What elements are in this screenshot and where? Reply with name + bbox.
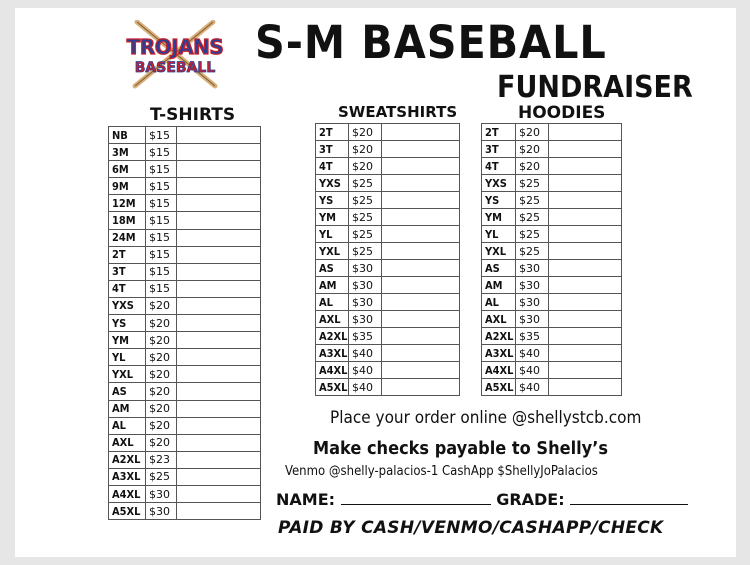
tshirts-price-table (108, 126, 261, 520)
size-cell: YM (482, 209, 516, 226)
tshirts-heading: T-SHIRTS (150, 105, 236, 125)
size-cell: AL (482, 294, 516, 311)
price-cell: $15 (146, 263, 177, 280)
table-row (109, 468, 261, 485)
price-cell: $20 (146, 417, 177, 434)
quantity-cell[interactable] (177, 297, 261, 314)
price-cell: $30 (349, 294, 382, 311)
table-row (482, 158, 622, 175)
quantity-cell[interactable] (177, 212, 261, 229)
price-cell: $20 (146, 383, 177, 400)
quantity-cell[interactable] (382, 226, 460, 243)
price-cell: $30 (146, 485, 177, 502)
quantity-cell[interactable] (382, 175, 460, 192)
quantity-cell[interactable] (177, 417, 261, 434)
checks-payable-note: Make checks payable to Shelly’s (313, 438, 609, 459)
table-row (109, 161, 261, 178)
price-cell: $20 (146, 349, 177, 366)
size-cell: 3T (109, 263, 146, 280)
price-cell: $30 (349, 260, 382, 277)
size-cell: 3T (482, 141, 516, 158)
table-row (316, 192, 460, 209)
size-cell: 4T (109, 280, 146, 297)
paid-by-line: PAID BY CASH/VENMO/CASHAPP/CHECK (278, 518, 664, 538)
table-row (316, 294, 460, 311)
price-cell: $25 (349, 226, 382, 243)
size-cell: 2T (482, 124, 516, 141)
table-row (109, 417, 261, 434)
price-cell: $15 (146, 144, 177, 161)
table-row (109, 503, 261, 520)
size-cell: YM (316, 209, 349, 226)
price-cell: $20 (146, 332, 177, 349)
size-cell: AL (316, 294, 349, 311)
name-label: NAME: (276, 490, 336, 509)
table-row (109, 246, 261, 263)
table-row (316, 175, 460, 192)
price-cell: $20 (349, 124, 382, 141)
table-row (109, 400, 261, 417)
table-row (109, 485, 261, 502)
price-cell: $15 (146, 212, 177, 229)
size-cell: A4XL (482, 362, 516, 379)
size-cell: YXL (316, 243, 349, 260)
quantity-cell[interactable] (382, 328, 460, 345)
quantity-cell[interactable] (177, 349, 261, 366)
price-cell: $20 (146, 366, 177, 383)
price-cell: $23 (146, 451, 177, 468)
quantity-cell[interactable] (549, 209, 622, 226)
quantity-cell[interactable] (382, 379, 460, 396)
quantity-cell[interactable] (382, 345, 460, 362)
table-row (482, 260, 622, 277)
quantity-cell[interactable] (549, 260, 622, 277)
price-cell: $20 (146, 400, 177, 417)
table-row (482, 124, 622, 141)
quantity-cell[interactable] (549, 158, 622, 175)
table-row (482, 141, 622, 158)
quantity-cell[interactable] (549, 294, 622, 311)
price-cell: $25 (516, 209, 549, 226)
price-cell: $30 (516, 277, 549, 294)
quantity-cell[interactable] (177, 383, 261, 400)
size-cell: A3XL (109, 468, 146, 485)
quantity-cell[interactable] (177, 161, 261, 178)
quantity-cell[interactable] (382, 192, 460, 209)
table-row (109, 434, 261, 451)
quantity-cell[interactable] (177, 127, 261, 144)
table-row (316, 260, 460, 277)
quantity-cell[interactable] (177, 366, 261, 383)
quantity-cell[interactable] (177, 280, 261, 297)
table-row (482, 226, 622, 243)
price-cell: $30 (516, 294, 549, 311)
logo-graphic (125, 20, 225, 90)
price-cell: $30 (146, 503, 177, 520)
table-row (316, 158, 460, 175)
size-cell: AS (109, 383, 146, 400)
price-cell: $15 (146, 229, 177, 246)
price-cell: $35 (516, 328, 549, 345)
table-row (482, 294, 622, 311)
table-row (316, 328, 460, 345)
size-cell: AXL (316, 311, 349, 328)
quantity-cell[interactable] (549, 243, 622, 260)
price-cell: $40 (516, 379, 549, 396)
quantity-cell[interactable] (549, 379, 622, 396)
table-row (316, 243, 460, 260)
size-cell: YS (109, 315, 146, 332)
size-cell: YXL (109, 366, 146, 383)
table-row (109, 263, 261, 280)
quantity-cell[interactable] (177, 144, 261, 161)
quantity-cell[interactable] (177, 178, 261, 195)
quantity-cell[interactable] (382, 260, 460, 277)
quantity-cell[interactable] (382, 209, 460, 226)
quantity-cell[interactable] (549, 277, 622, 294)
size-cell: YL (109, 349, 146, 366)
quantity-cell[interactable] (177, 485, 261, 502)
quantity-cell[interactable] (177, 503, 261, 520)
size-cell: 12M (109, 195, 146, 212)
quantity-cell[interactable] (177, 246, 261, 263)
price-cell: $15 (146, 246, 177, 263)
size-cell: A3XL (482, 345, 516, 362)
price-cell: $40 (349, 362, 382, 379)
size-cell: YXS (109, 297, 146, 314)
sweatshirts-heading: SWEATSHIRTS (338, 103, 458, 121)
name-field-line[interactable] (341, 490, 491, 505)
price-cell: $25 (516, 226, 549, 243)
table-row (482, 277, 622, 294)
quantity-cell[interactable] (549, 311, 622, 328)
price-cell: $30 (516, 260, 549, 277)
quantity-cell[interactable] (177, 400, 261, 417)
table-row (482, 311, 622, 328)
table-row (109, 349, 261, 366)
table-row (316, 277, 460, 294)
size-cell: YXL (482, 243, 516, 260)
quantity-cell[interactable] (549, 226, 622, 243)
price-cell: $40 (516, 345, 549, 362)
size-cell: YXS (482, 175, 516, 192)
logo-text-trojans: TROJANS (126, 35, 224, 59)
table-row (316, 311, 460, 328)
quantity-cell[interactable] (177, 434, 261, 451)
quantity-cell[interactable] (177, 315, 261, 332)
size-cell: NB (109, 127, 146, 144)
table-row (482, 243, 622, 260)
size-cell: YM (109, 332, 146, 349)
table-row (109, 178, 261, 195)
table-row (109, 383, 261, 400)
table-row (109, 297, 261, 314)
quantity-cell[interactable] (382, 277, 460, 294)
size-cell: AXL (109, 434, 146, 451)
price-cell: $30 (349, 311, 382, 328)
page-subtitle: FUNDRAISER (497, 70, 693, 105)
size-cell: 9M (109, 178, 146, 195)
quantity-cell[interactable] (549, 175, 622, 192)
size-cell: YS (316, 192, 349, 209)
size-cell: 2T (316, 124, 349, 141)
quantity-cell[interactable] (549, 362, 622, 379)
hoodies-price-table (481, 123, 622, 396)
hoodies-heading: HOODIES (518, 103, 606, 123)
table-row (109, 451, 261, 468)
quantity-cell[interactable] (382, 311, 460, 328)
size-cell: AM (316, 277, 349, 294)
size-cell: 18M (109, 212, 146, 229)
quantity-cell[interactable] (177, 229, 261, 246)
table-row (316, 124, 460, 141)
size-cell: AS (482, 260, 516, 277)
table-row (316, 362, 460, 379)
quantity-cell[interactable] (177, 332, 261, 349)
size-cell: A2XL (316, 328, 349, 345)
price-cell: $15 (146, 195, 177, 212)
price-cell: $40 (349, 345, 382, 362)
size-cell: A4XL (316, 362, 349, 379)
table-row (482, 209, 622, 226)
name-grade-row (276, 490, 688, 509)
price-cell: $30 (349, 277, 382, 294)
size-cell: YL (316, 226, 349, 243)
price-cell: $25 (516, 243, 549, 260)
table-row (109, 127, 261, 144)
table-row (482, 379, 622, 396)
price-cell: $25 (349, 243, 382, 260)
size-cell: A3XL (316, 345, 349, 362)
quantity-cell[interactable] (382, 124, 460, 141)
size-cell: 3M (109, 144, 146, 161)
logo-text-baseball: BASEBALL (134, 60, 216, 76)
table-row (109, 144, 261, 161)
size-cell: AS (316, 260, 349, 277)
size-cell: 4T (316, 158, 349, 175)
quantity-cell[interactable] (382, 294, 460, 311)
price-cell: $25 (349, 175, 382, 192)
size-cell: A5XL (316, 379, 349, 396)
price-cell: $25 (349, 192, 382, 209)
quantity-cell[interactable] (549, 345, 622, 362)
table-row (109, 280, 261, 297)
table-row (482, 328, 622, 345)
online-order-note: Place your order online @shellystcb.com (330, 408, 642, 428)
table-row (482, 175, 622, 192)
size-cell: AM (482, 277, 516, 294)
size-cell: AM (109, 400, 146, 417)
page-title: S-M BASEBALL (255, 16, 607, 69)
price-cell: $15 (146, 178, 177, 195)
size-cell: AL (109, 417, 146, 434)
size-cell: 2T (109, 246, 146, 263)
price-cell: $20 (516, 141, 549, 158)
price-cell: $25 (516, 175, 549, 192)
table-row (109, 332, 261, 349)
size-cell: A4XL (109, 485, 146, 502)
quantity-cell[interactable] (382, 158, 460, 175)
quantity-cell[interactable] (549, 328, 622, 345)
quantity-cell[interactable] (549, 192, 622, 209)
price-cell: $15 (146, 127, 177, 144)
quantity-cell[interactable] (382, 243, 460, 260)
price-cell: $40 (349, 379, 382, 396)
size-cell: A5XL (482, 379, 516, 396)
table-row (109, 229, 261, 246)
price-cell: $35 (349, 328, 382, 345)
sweatshirts-price-table (315, 123, 460, 396)
price-cell: $20 (146, 315, 177, 332)
quantity-cell[interactable] (177, 263, 261, 280)
trojans-baseball-logo (125, 20, 225, 90)
quantity-cell[interactable] (177, 195, 261, 212)
price-cell: $20 (146, 434, 177, 451)
table-row (316, 209, 460, 226)
size-cell: YS (482, 192, 516, 209)
price-cell: $20 (516, 158, 549, 175)
quantity-cell[interactable] (177, 451, 261, 468)
table-row (316, 226, 460, 243)
table-row (109, 315, 261, 332)
price-cell: $25 (146, 468, 177, 485)
price-cell: $20 (146, 297, 177, 314)
price-cell: $40 (516, 362, 549, 379)
size-cell: YL (482, 226, 516, 243)
price-cell: $15 (146, 161, 177, 178)
price-cell: $20 (349, 141, 382, 158)
quantity-cell[interactable] (382, 141, 460, 158)
size-cell: 6M (109, 161, 146, 178)
table-row (316, 345, 460, 362)
price-cell: $30 (516, 311, 549, 328)
table-row (482, 192, 622, 209)
price-cell: $20 (516, 124, 549, 141)
size-cell: 3T (316, 141, 349, 158)
size-cell: A2XL (482, 328, 516, 345)
price-cell: $25 (349, 209, 382, 226)
payment-handles: Venmo @shelly-palacios-1 CashApp $ShellyJoPalacios (285, 464, 598, 479)
table-row (316, 379, 460, 396)
size-cell: A2XL (109, 451, 146, 468)
size-cell: 24M (109, 229, 146, 246)
size-cell: A5XL (109, 503, 146, 520)
quantity-cell[interactable] (382, 362, 460, 379)
price-cell: $25 (516, 192, 549, 209)
price-cell: $20 (349, 158, 382, 175)
quantity-cell[interactable] (549, 141, 622, 158)
quantity-cell[interactable] (177, 468, 261, 485)
table-row (109, 195, 261, 212)
grade-field-line[interactable] (570, 490, 688, 505)
table-row (482, 362, 622, 379)
table-row (109, 366, 261, 383)
size-cell: AXL (482, 311, 516, 328)
table-row (109, 212, 261, 229)
price-cell: $15 (146, 280, 177, 297)
size-cell: 4T (482, 158, 516, 175)
grade-label: GRADE: (496, 490, 565, 509)
table-row (316, 141, 460, 158)
size-cell: YXS (316, 175, 349, 192)
table-row (482, 345, 622, 362)
quantity-cell[interactable] (549, 124, 622, 141)
